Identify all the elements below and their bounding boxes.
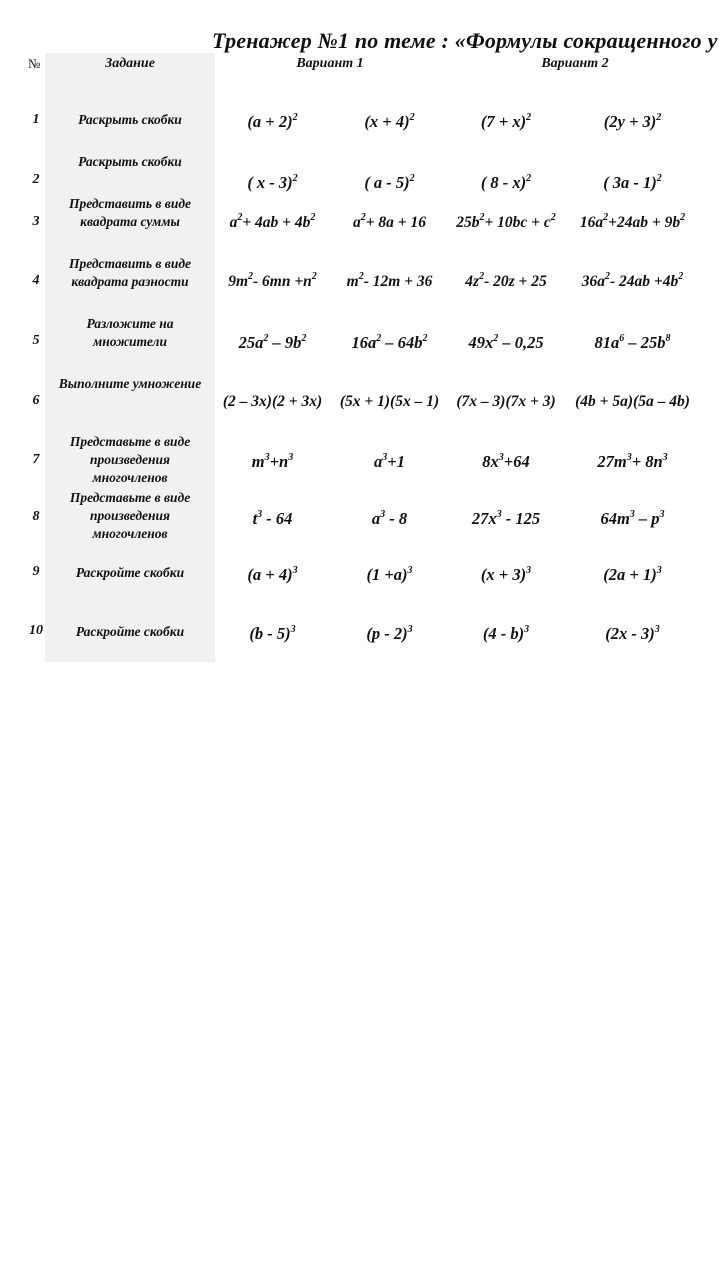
expression: (4b + 5a)(5a – 4b) bbox=[575, 393, 690, 410]
expression: $(1 +a)^3$ bbox=[366, 565, 413, 584]
exponent: 2 bbox=[550, 212, 556, 223]
header-variant-1: Вариант 1 bbox=[296, 56, 364, 71]
exponent: 2 bbox=[656, 173, 662, 184]
exponent: 2 bbox=[292, 173, 298, 184]
exponent: 2 bbox=[680, 212, 686, 223]
expression: $25a^2 - 9b^2$ bbox=[238, 333, 307, 352]
exponent: 2 bbox=[248, 271, 253, 282]
exponent: 2 bbox=[493, 333, 499, 344]
expression: $49x^2 - 0,25$ bbox=[468, 333, 544, 352]
expression: $(a + 2)^2$ bbox=[247, 112, 298, 131]
exponent: 2 bbox=[656, 112, 662, 123]
expression: $9m^2-$ $6mn +n^2$ bbox=[228, 271, 317, 290]
expression: $16a^2 - 64b^2$ bbox=[351, 333, 428, 352]
exponent: 3 bbox=[629, 509, 635, 520]
expression: $(x + 4)^2$ bbox=[364, 112, 415, 131]
exponent: 2 bbox=[360, 212, 366, 223]
expression: $64m^3 - p^3$ bbox=[600, 509, 665, 528]
expression: $a^2+ 4ab + 4b^2$ bbox=[229, 212, 316, 231]
exponent: 3 bbox=[407, 624, 413, 635]
row-task: Раскрыть скобки bbox=[78, 154, 182, 169]
expression: (p - 2)$^3$ bbox=[366, 624, 413, 643]
exponent: 3 bbox=[292, 565, 298, 576]
exponent: 3 bbox=[496, 509, 502, 520]
expression: ( x - 3)$^2$ bbox=[247, 173, 298, 192]
row-number: 7 bbox=[32, 452, 40, 467]
expression: (5x + 1)(5x – 1) bbox=[339, 393, 440, 410]
exponent: 2 bbox=[301, 333, 307, 344]
expression: $m^2-$ 12m + 36 bbox=[346, 271, 433, 290]
row-task: Раскройте скобки bbox=[75, 565, 185, 580]
expression: ( 3a - 1)$^2$ bbox=[603, 173, 662, 192]
expression: $t^3 - 64$ bbox=[252, 509, 293, 528]
row-task: Разложите на множители bbox=[86, 316, 174, 349]
exponent: 3 bbox=[656, 565, 662, 576]
exponent: 2 bbox=[605, 271, 610, 282]
exponent: 3 bbox=[659, 509, 665, 520]
expression: (b - 5)$^3$ bbox=[249, 624, 296, 643]
exponent: 3 bbox=[662, 452, 668, 463]
exponent: 2 bbox=[422, 333, 428, 344]
expression: $m^3+n^3$ bbox=[251, 452, 294, 471]
expression: (4 - b)$^3$ bbox=[482, 624, 530, 643]
row-number: 2 bbox=[32, 172, 40, 187]
row-number: 9 bbox=[32, 564, 40, 579]
expression: $8x^3+64$ bbox=[482, 452, 530, 471]
expression: $(2a + 1)^3$ bbox=[603, 565, 662, 584]
expression: ( a - 5)$^2$ bbox=[364, 173, 415, 192]
expression: $16a^2+24ab + 9b^2$ bbox=[579, 212, 686, 231]
row-task: Раскройте скобки bbox=[75, 624, 185, 639]
exponent: 3 bbox=[257, 509, 263, 520]
expression: $(2y + 3)^2$ bbox=[603, 112, 662, 131]
exponent: 3 bbox=[288, 452, 294, 463]
expression: $4z^2-$ 20z + 25 bbox=[465, 271, 547, 290]
row-number: 5 bbox=[32, 333, 40, 348]
exponent: 3 bbox=[524, 624, 530, 635]
row-task: Представить в виде квадрата разности bbox=[68, 256, 192, 289]
expression: (7x – 3)(7x + 3) bbox=[456, 393, 556, 410]
expression: $81a^6 - 25b^8$ bbox=[594, 333, 671, 352]
expression: $36a^2-$ $24ab +4b^2$ bbox=[581, 271, 684, 290]
exponent: 2 bbox=[292, 112, 298, 123]
row-number: 3 bbox=[32, 214, 40, 229]
expression: (2 – 3x)(2 + 3x) bbox=[222, 393, 323, 410]
row-task: Представьте в виде произведения многочленов bbox=[69, 490, 191, 541]
exponent: 3 bbox=[380, 509, 386, 520]
expression: ( 8 - x)$^2$ bbox=[480, 173, 532, 192]
expression: (2x - 3)$^3$ bbox=[605, 624, 660, 643]
exponent: 3 bbox=[498, 452, 504, 463]
row-task: Представить в виде квадрата суммы bbox=[68, 196, 192, 229]
row-task: Представьте в виде произведения многочленов bbox=[69, 434, 191, 485]
expression: $a^3+1$ bbox=[374, 452, 405, 471]
row-number: 4 bbox=[32, 273, 40, 288]
exponent: 3 bbox=[526, 565, 532, 576]
expression: $a^3 - 8$ bbox=[371, 509, 408, 528]
exponent: 2 bbox=[311, 271, 317, 282]
exponent: 2 bbox=[409, 173, 415, 184]
exponent: 2 bbox=[526, 112, 532, 123]
expression: $27m^3+ 8n^3$ bbox=[597, 452, 668, 471]
exponent: 3 bbox=[626, 452, 632, 463]
exponent: 2 bbox=[376, 333, 382, 344]
exponent: 2 bbox=[358, 271, 364, 282]
exponent: 3 bbox=[264, 452, 270, 463]
expression: $(x + 3)^3$ bbox=[480, 565, 532, 584]
exponent: 2 bbox=[409, 112, 415, 123]
exponent: 3 bbox=[407, 565, 413, 576]
expression: $(a + 4)^3$ bbox=[247, 565, 298, 584]
expression: $(7 + x)^2$ bbox=[480, 112, 532, 131]
exponent: 2 bbox=[603, 212, 609, 223]
row-number: 1 bbox=[32, 112, 40, 127]
exponent: 2 bbox=[678, 271, 684, 282]
worksheet-title: Тренажер №1 по теме : «Формулы сокращенного у bbox=[212, 28, 718, 53]
exponent: 2 bbox=[526, 173, 532, 184]
exponent: 2 bbox=[479, 271, 485, 282]
exponent: 2 bbox=[479, 212, 485, 223]
exponent: 3 bbox=[654, 624, 660, 635]
header-task: Задание bbox=[105, 56, 155, 71]
expression: $25b^2+ 10bc + c^2$ bbox=[456, 212, 556, 231]
exponent: 2 bbox=[263, 333, 269, 344]
header-number: № bbox=[28, 56, 41, 71]
exponent: 6 bbox=[619, 333, 625, 344]
exponent: 2 bbox=[310, 212, 316, 223]
exponent: 8 bbox=[665, 333, 671, 344]
expression: $27x^3 - 125$ bbox=[471, 509, 541, 528]
exponent: 3 bbox=[382, 452, 388, 463]
exponent: 2 bbox=[237, 212, 243, 223]
row-task: Раскрыть скобки bbox=[78, 112, 182, 127]
row-task: Выполните умножение bbox=[58, 376, 202, 391]
row-number: 8 bbox=[32, 509, 40, 524]
exponent: 3 bbox=[290, 624, 296, 635]
row-number: 10 bbox=[29, 623, 43, 638]
row-number: 6 bbox=[32, 393, 40, 408]
header-variant-2: Вариант 2 bbox=[541, 56, 609, 71]
expression: $a^2+ 8a + 16$ bbox=[352, 212, 427, 231]
